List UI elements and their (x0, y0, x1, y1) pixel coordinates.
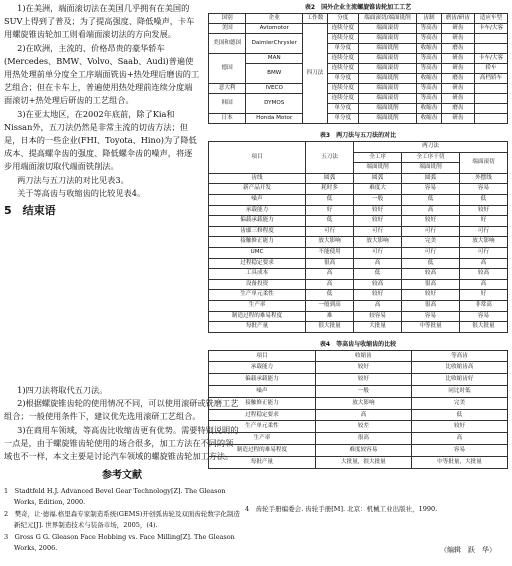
table-cell: 耗时多 (306, 184, 354, 195)
table2-header: 工作数 (303, 14, 328, 24)
table-cell: 低 (459, 194, 507, 205)
table-cell: 圆弧 (306, 173, 354, 184)
table-cell: 收缩齿 (417, 114, 442, 124)
table-cell: 高 (402, 205, 460, 216)
table-cell: 较容易 (354, 311, 402, 322)
table-row (209, 226, 508, 237)
table-cell: 好 (306, 205, 354, 216)
table-cell (474, 104, 507, 114)
table-cell: 难 (306, 311, 354, 322)
table-row (209, 194, 508, 205)
table-cell: 不能使用 (306, 247, 354, 258)
table-cell: 低 (411, 409, 507, 421)
table-cell: 一般到高 (306, 300, 354, 311)
table-cell: 可行 (402, 226, 460, 237)
table-cell: 研齿 (441, 84, 474, 94)
table-cell: 低 (306, 194, 354, 205)
table-cell: 承载能力 (209, 205, 306, 216)
table-row (209, 34, 508, 44)
table-cell: 承载能力 (209, 362, 316, 374)
table-row (209, 409, 508, 421)
reference-2: 2 樊奇，让·德福.格里森专家制造系统(GEMS)开创弧齿轮及双面齿轮数字化制造新纪元[J]. 世界制造技术与装备市场，2005，(4). (4, 510, 240, 529)
table-cell: 一般 (354, 194, 402, 205)
table-cell (474, 44, 507, 54)
table-cell: 大批量，很大批量 (315, 456, 411, 468)
table-cell: 德国 (209, 54, 246, 84)
table-cell: 好 (459, 216, 507, 227)
table2-header: 磨齿/研齿 (441, 14, 474, 24)
table-cell: 连续分度 (327, 64, 358, 74)
table-row (209, 247, 508, 258)
table-cell: 可行 (354, 226, 402, 237)
table-row (209, 114, 508, 124)
table-cell: 偏载承载能力 (209, 374, 316, 386)
conclusion-2: 2)根据螺旋锥齿轮的使用情况不同，可以使用滚研或铣磨工艺组合；一般使用条件下，建议优先选用滚研工艺组合。 (4, 398, 239, 422)
table-cell: 外摆线 (459, 173, 507, 184)
table-cell: 中等批量 (402, 322, 460, 333)
table-cell: 端面铣削 (358, 104, 416, 114)
table-row (209, 386, 508, 398)
reference-4: 4 齿轮手册编委会. 齿轮手册[M]. 北京：机械工业出版社，1990. (245, 505, 438, 513)
table3-header-five: 五刀法 (306, 142, 354, 174)
reference-1: 1 Stadtfeld H.J. Advanced Bevel Gear Technology[Z]. The Gleason Works, Edition, 2000. (4, 487, 226, 506)
table-row (209, 205, 508, 216)
table-cell: 高 (459, 258, 507, 269)
table-row (209, 54, 508, 64)
table-row (209, 433, 508, 445)
table-cell: 容易 (459, 184, 507, 195)
conclusion-block (4, 384, 240, 555)
table-cell: 连续分度 (327, 54, 358, 64)
table-cell: 大批量 (354, 322, 402, 333)
table-cell: 比收缩齿好 (411, 374, 507, 386)
table-cell: 研齿 (441, 54, 474, 64)
table-row (209, 374, 508, 386)
table-cell: 意大利 (209, 84, 246, 94)
table-cell: 端面滚切 (358, 64, 416, 74)
table2-header: 适应车型 (474, 14, 507, 24)
table-cell: 容易 (411, 445, 507, 457)
table-cell: 工具成本 (209, 269, 306, 280)
table-cell: 很高 (402, 300, 460, 311)
table-cell: 接触修正能力 (209, 397, 316, 409)
table-cell: 卡车/大客 (474, 24, 507, 34)
table3-subheader: 端面铣削 (402, 163, 460, 174)
table-cell: UMC (209, 247, 306, 258)
table3-subheader: 端面铣削 (354, 163, 402, 174)
table-cell: 放大影响 (459, 237, 507, 248)
table3-subheader: 全工序干切 (402, 152, 460, 163)
table-cell: 单分度 (327, 44, 358, 54)
table-row (209, 290, 508, 301)
table-cell: 很大批量 (459, 322, 507, 333)
table-cell: 较好 (411, 421, 507, 433)
paragraph-europe: 2)在欧洲，主流的、价格昂贵的豪华轿车(Mercedes、BMW、Volvo、Saab、Audi)普遍使用热处理前单分度全工序端面铣齿+热处理后磨齿的工艺组合；但在卡车上，普遍使用热处理前连续分度端面滚切+热处理后研齿的工艺组合。 (4, 42, 200, 106)
table-cell: Honda Motor (246, 114, 303, 124)
table-row (209, 421, 508, 433)
table-cell: 生产率 (209, 300, 306, 311)
table-cell: 端面滚切 (358, 24, 416, 34)
table-cell: 等高齿 (417, 34, 442, 44)
table-cell: 接触修正能力 (209, 237, 306, 248)
table-cell: 制造过程的难易程度 (209, 311, 306, 322)
table-cell: 卡车/大客 (474, 54, 507, 64)
table2-header: 国别 (209, 14, 246, 24)
table-cell: 美国 (209, 24, 246, 34)
reference-3: 3 Gross G G. Gleason Face Hobbing vs. Face Milling[Z]. The Gleason Works, 2006. (4, 533, 235, 552)
table-cell: 连续分度 (327, 24, 358, 34)
table-row (209, 216, 508, 227)
table-cell: 可行 (459, 247, 507, 258)
table-cell: 等高齿 (417, 24, 442, 34)
table-cell: 齿廓三修程度 (209, 226, 306, 237)
table4-caption: 表4 等高齿与收缩齿的比较 (319, 340, 397, 348)
table-cell: 可行 (306, 226, 354, 237)
table-cell: 收缩齿 (417, 74, 442, 84)
table-cell: 放大影响 (354, 237, 402, 248)
table-cell: IVECO (246, 84, 303, 94)
table-cell: 轿车 (474, 64, 507, 74)
table-cell: 圆弧 (402, 173, 460, 184)
table-cell: 高 (354, 258, 402, 269)
table-cell: 等高齿 (417, 84, 442, 94)
table3-subheader: 全工序 (354, 152, 402, 163)
table-cell: 连续分度 (327, 34, 358, 44)
table-row (209, 173, 508, 184)
table3 (208, 141, 508, 333)
table-cell: 设备投资 (209, 279, 306, 290)
table-cell: 端面滚切 (358, 94, 416, 104)
table-row (209, 311, 508, 322)
table-row (209, 24, 508, 34)
table-cell: 过程稳定要求 (209, 258, 306, 269)
references-title: 参考文献 (102, 470, 142, 482)
table-cell: 每批产量 (209, 322, 306, 333)
table-row (209, 269, 508, 280)
paragraph-table3-ref: 两刀法与五刀法的对比见表3。 (17, 174, 129, 185)
table-cell: 容易 (402, 184, 460, 195)
table-cell: 日本 (209, 114, 246, 124)
table2-header-row (209, 14, 508, 24)
table-cell: 新产品开发 (209, 184, 306, 195)
table-cell: 端面滚切 (358, 34, 416, 44)
section-title: 5 结束语 (4, 204, 56, 218)
table-cell: 一般 (315, 386, 411, 398)
paragraph-table4-ref: 关于等高齿与收缩齿的比较见表4。 (17, 187, 146, 198)
table-cell: BMW (246, 64, 303, 84)
table-cell: 研齿 (441, 94, 474, 104)
table-cell: 较好 (315, 362, 411, 374)
right-column (208, 0, 508, 469)
left-column (4, 2, 200, 219)
table4-header-row (209, 350, 508, 362)
table2 (208, 13, 508, 124)
table-cell: 高 (306, 269, 354, 280)
table-cell: 制造过程的难易程度 (209, 445, 316, 457)
table-cell: 难度较容易 (315, 445, 411, 457)
table-cell: 圆弧 (354, 173, 402, 184)
table-cell (474, 114, 507, 124)
table-cell: 磨齿 (441, 104, 474, 114)
table-cell: 很高 (306, 258, 354, 269)
table-cell: 偏载承载能力 (209, 216, 306, 227)
table-cell: 韩国 (209, 94, 246, 114)
table2-caption: 表2 国外企业主流螺旋锥齿轮加工工艺 (304, 4, 412, 11)
table-cell: 研齿 (441, 114, 474, 124)
table-row (209, 445, 508, 457)
table-cell: 较好 (402, 290, 460, 301)
table-cell: 美国和德国 (209, 34, 246, 54)
table-cell: 低 (354, 269, 402, 280)
table-cell: 高 (354, 300, 402, 311)
table-cell: 连续分度 (327, 94, 358, 104)
table-row (209, 456, 508, 468)
table-cell: 较好 (315, 374, 411, 386)
table-cell: 较好 (354, 290, 402, 301)
table-cell: 非常高 (459, 300, 507, 311)
table-cell: 较高 (402, 269, 460, 280)
table-row (209, 279, 508, 290)
table-cell: 等高齿 (417, 64, 442, 74)
table-cell: 好 (459, 290, 507, 301)
table-cell: 端面滚切 (358, 54, 416, 64)
table-cell: 高 (315, 409, 411, 421)
table-cell: 连续分度 (327, 84, 358, 94)
table2-header: 齿制 (417, 14, 442, 24)
table-cell: 端面铣削 (358, 44, 416, 54)
table-row (209, 362, 508, 374)
table-cell: 磨齿 (441, 74, 474, 84)
table4-header: 收缩齿 (315, 350, 411, 362)
table-cell: 高 (411, 433, 507, 445)
table-cell: 单分度 (327, 104, 358, 114)
table-cell: 生产单元柔性 (209, 421, 316, 433)
table-cell: 噪声 (209, 194, 306, 205)
table-cell: 较差 (315, 421, 411, 433)
table-cell: 很大批量 (306, 322, 354, 333)
table3-header-row (209, 142, 508, 153)
table-cell: 中等批量，大批量 (411, 456, 507, 468)
table-cell: 放大影响 (306, 237, 354, 248)
table-row (209, 94, 508, 104)
table-cell: 很高 (402, 279, 460, 290)
table-cell: 生产率 (209, 433, 316, 445)
table-cell: 噪声 (209, 386, 316, 398)
table-cell: 放大影响 (315, 397, 411, 409)
table2-header: 分度 (327, 14, 358, 24)
table-row (209, 397, 508, 409)
table-row (209, 300, 508, 311)
table-cell: 过程稳定要求 (209, 409, 316, 421)
table4 (208, 350, 508, 469)
table-cell: DaimlerChrysler (246, 34, 303, 54)
table-cell: 研齿 (441, 34, 474, 44)
table-cell: 生产单元柔性 (209, 290, 306, 301)
table-cell: 收缩齿 (417, 104, 442, 114)
table-cell: 高 (459, 279, 507, 290)
table-cell: 磨齿 (441, 44, 474, 54)
table-cell: Avtomotor (246, 24, 303, 34)
table-cell: 高档轿车 (474, 74, 507, 84)
table-row (209, 237, 508, 248)
table-cell: 端面滚切 (358, 84, 416, 94)
table-cell: MAN (246, 54, 303, 64)
table3-caption: 表3 两刀法与五刀法的对比 (319, 132, 397, 139)
table-cell: DYMOS (246, 94, 303, 114)
table-cell (474, 84, 507, 94)
table-cell: 等高齿 (417, 54, 442, 64)
table2-header: 端面滚切/端面铣削 (358, 14, 416, 24)
table-cell: 同比时低 (411, 386, 507, 398)
paragraph-americas: 1)在美洲，端面滚切法在美国几乎拥有在美国的SUV上得到了普及；为了提高强度、降低噪声，卡车用螺旋锥齿轮加工则看端面滚切法的方向发展。 (4, 3, 195, 40)
table-cell: 端面铣削 (358, 114, 416, 124)
table-cell: 端面铣削 (358, 74, 416, 84)
table-cell: 较高 (354, 279, 402, 290)
table-cell: 高 (306, 279, 354, 290)
table-cell: 单分度 (327, 114, 358, 124)
table-cell: 单分度 (327, 74, 358, 84)
table-cell: 可行 (354, 247, 402, 258)
table2-header: 企业 (246, 14, 303, 24)
table-cell: 每批产量 (209, 456, 316, 468)
table-cell: 低 (402, 194, 460, 205)
table-cell: 完美 (411, 397, 507, 409)
table-cell: 研齿 (441, 24, 474, 34)
table-cell: 很高 (315, 433, 411, 445)
table-row (209, 258, 508, 269)
table4-header: 项目 (209, 350, 316, 362)
table-cell: 低 (306, 290, 354, 301)
paragraph-asia: 3)在亚太地区，在2002年底前，除了Kia和Nissan外，五刀法仍然是非常主流的切齿方法；但是，日本的一些企业(FHI、Toyota、Hino)为了降低成本、提高螺伞齿的强度、降低螺伞齿的噪声，将逐步用端面滚切取代端面铣削法。 (4, 108, 197, 172)
table-cell: 比收缩齿高 (411, 362, 507, 374)
table-cell: 低 (402, 258, 460, 269)
conclusion-3: 3)在商用车领域，等高齿比收缩齿更有优势。需要特别说明的一点是，由于螺旋锥齿轮使用的场合很多，加工方法在不同的领域也不一样，本文主要是讨论汽车领域的螺旋锥齿轮加工方法。 (4, 424, 239, 462)
table-cell: 齿线 (209, 173, 306, 184)
editor-note: （编辑 跃 华） (440, 546, 496, 554)
table-cell: 难度大 (354, 184, 402, 195)
table-cell-method: 四刀法 (303, 24, 328, 124)
table-cell (474, 94, 507, 104)
table-row (209, 322, 508, 333)
table-cell: 较好 (402, 216, 460, 227)
table-cell: 较好 (354, 216, 402, 227)
table-cell (474, 34, 507, 44)
table3-header-item: 项目 (209, 142, 306, 174)
table-row (209, 84, 508, 94)
conclusion-1: 1)四刀法将取代五刀法。 (17, 385, 108, 395)
table-cell: 低 (306, 216, 354, 227)
table3-header-two: 两刀法 (354, 142, 508, 153)
table4-header: 等高齿 (411, 350, 507, 362)
table-cell: 容易 (402, 311, 460, 322)
table3-subheader: 端面滚切 (459, 152, 507, 173)
table-cell: 较好 (459, 205, 507, 216)
table-cell: 可行 (402, 247, 460, 258)
table-row (209, 64, 508, 74)
table-cell: 等高齿 (417, 94, 442, 104)
table-cell: 可行 (459, 226, 507, 237)
table-cell: 完美 (402, 237, 460, 248)
table-cell: 较高 (459, 269, 507, 280)
table-cell: 研齿 (441, 64, 474, 74)
table-cell: 容易 (459, 311, 507, 322)
table-cell: 收缩齿 (417, 44, 442, 54)
table-cell: 较好 (354, 205, 402, 216)
table-row (209, 184, 508, 195)
